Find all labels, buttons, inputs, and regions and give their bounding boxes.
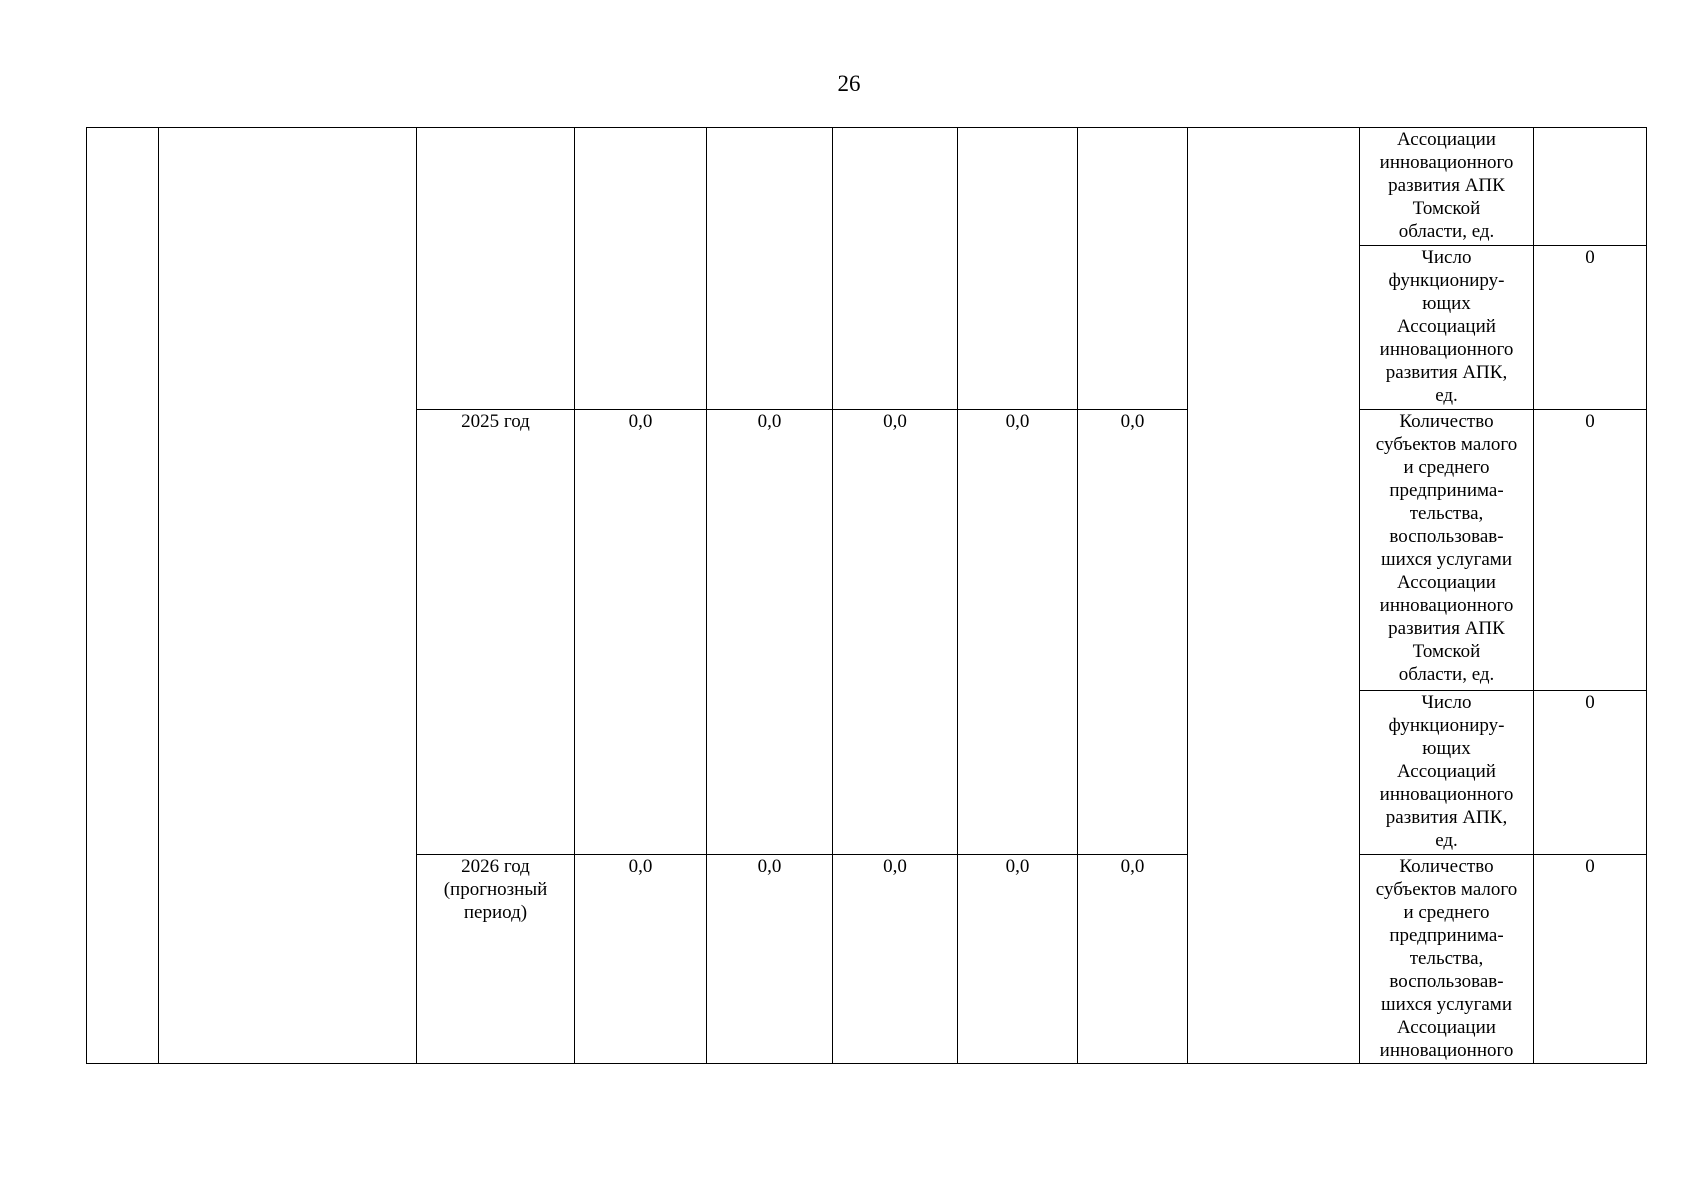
executor-cell	[1188, 128, 1360, 1064]
table-row	[87, 128, 1647, 246]
amount-cell: 0,0	[1078, 410, 1188, 855]
amount-cell: 0,0	[833, 855, 958, 1064]
indicator-cell: Число функциониру- ющих Ассоциаций инновационного развития АПК, ед.	[1360, 691, 1534, 855]
year-cell	[417, 128, 575, 410]
amount-cell: 0,0	[707, 410, 833, 855]
amount-cell	[958, 128, 1078, 410]
program-table	[86, 127, 1647, 1064]
amount-cell: 0,0	[707, 855, 833, 1064]
event-name-cell	[159, 128, 417, 1064]
amount-cell: 0,0	[833, 410, 958, 855]
indicator-cell: Число функциониру- ющих Ассоциаций инновационного развития АПК, ед.	[1360, 246, 1534, 410]
number-cell	[87, 128, 159, 1064]
indicator-value-cell	[1534, 128, 1647, 246]
indicator-cell: Ассоциации инновационного развития АПК Томской области, ед.	[1360, 128, 1534, 246]
amount-cell	[833, 128, 958, 410]
amount-cell	[575, 128, 707, 410]
indicator-cell: Количество субъектов малого и среднего предпринима- тельства, воспользовав- шихся услугами Ассоциации инновационного развития АПК Томской области, ед.	[1360, 410, 1534, 691]
year-cell: 2025 год	[417, 410, 575, 855]
amount-cell: 0,0	[575, 855, 707, 1064]
amount-cell: 0,0	[958, 855, 1078, 1064]
indicator-cell: Количество субъектов малого и среднего предпринима- тельства, воспользовав- шихся услугами Ассоциации инновационного	[1360, 855, 1534, 1064]
indicator-value-cell: 0	[1534, 410, 1647, 691]
amount-cell: 0,0	[1078, 855, 1188, 1064]
amount-cell: 0,0	[958, 410, 1078, 855]
amount-cell: 0,0	[575, 410, 707, 855]
amount-cell	[1078, 128, 1188, 410]
amount-cell	[707, 128, 833, 410]
page-number: 26	[837, 71, 861, 96]
indicator-value-cell: 0	[1534, 855, 1647, 1064]
year-cell: 2026 год (прогнозный период)	[417, 855, 575, 1064]
indicator-value-cell: 0	[1534, 246, 1647, 410]
indicator-value-cell: 0	[1534, 691, 1647, 855]
